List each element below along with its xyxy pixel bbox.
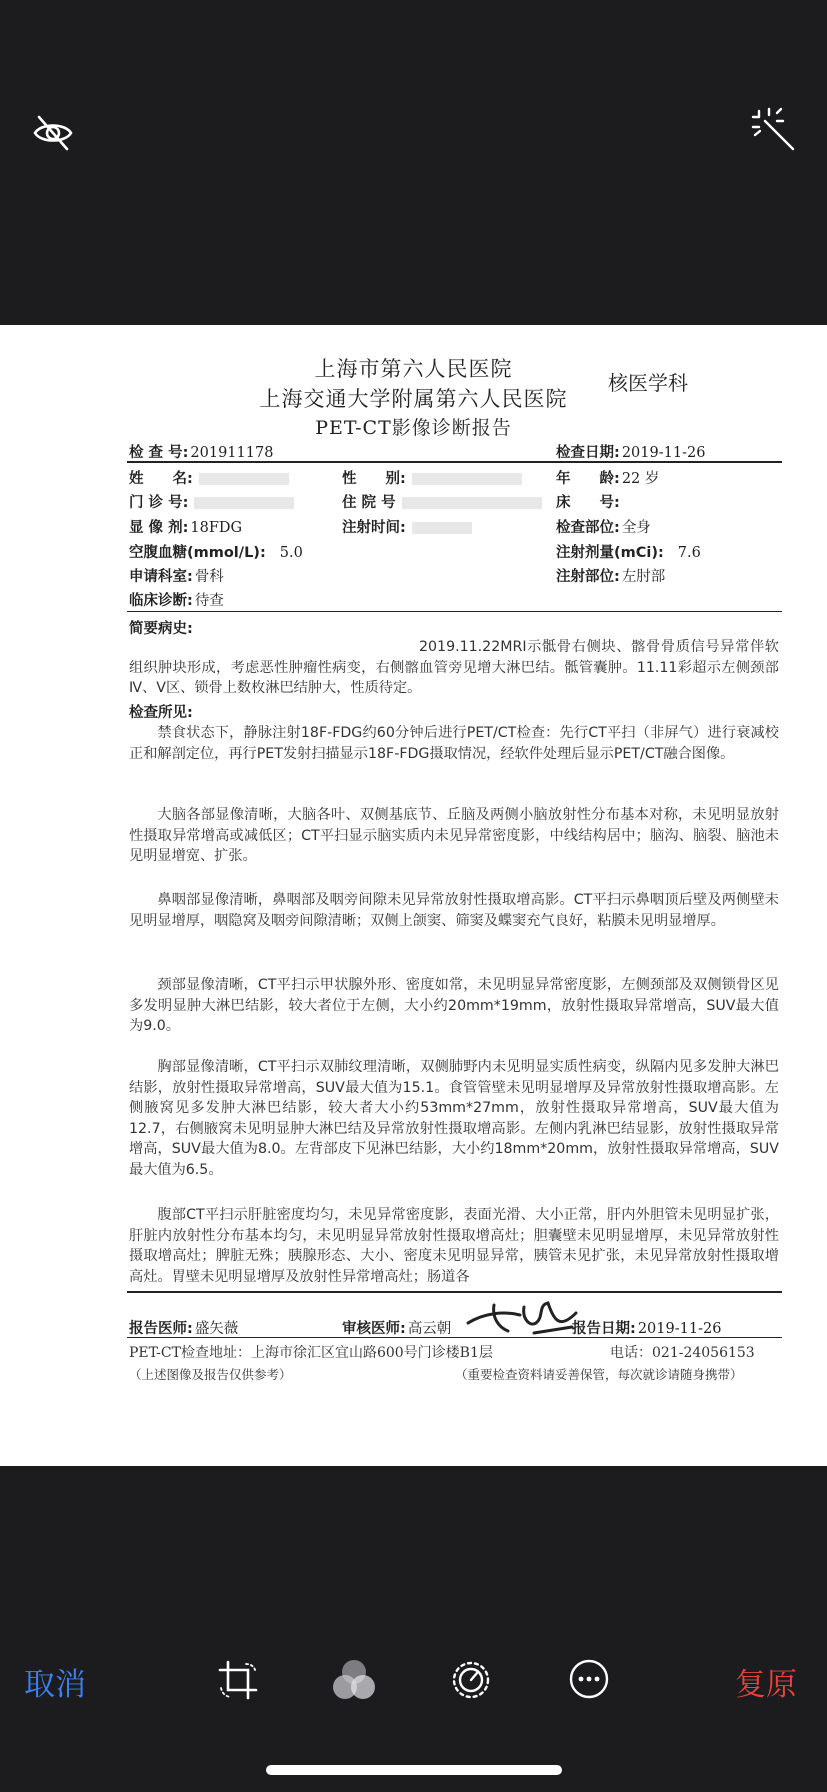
inpatient-field: 住 院 号 [342,491,542,512]
report-title: PET-CT影像诊断报告 [315,417,512,439]
dose-field: 注射剂量(mCi): 7.6 [556,545,701,561]
adjust-dial-icon[interactable] [449,1658,493,1702]
dept-field: 申请科室: 骨科 [129,569,224,585]
diagnosis-field: 临床诊断: 待查 [129,593,224,609]
reporter-field: 报告医师: 盛矢薇 [129,1321,239,1337]
cancel-button[interactable]: 取消 [24,1667,86,1703]
bottom-toolbar [0,1466,827,1792]
findings-paragraph: 颈部显像清晰，CT平扫示甲状腺外形、密度如常，未见明显异常密度影，左侧颈部及双侧锁骨区见多发明显肿大淋巴结影，较大者位于左侧，大小约20mm*19mm，放射性摄取异常增高，SUV最大值为9.0。 [129,977,779,1034]
sex-field: 性 别: [342,467,522,488]
findings-paragraph: 大脑各部显像清晰，大脑各叶、双侧基底节、丘脑及两侧小脑放射性分布基本对称，未见明显放射性摄取异常增高或减低区；CT平扫显示脑实质内未见异常密度影，中线结构居中；脑沟、脑裂、脑池未见明显增宽、扩张。 [129,807,779,864]
info-divider [127,611,782,612]
glucose-field: 空腹血糖(mmol/L): 5.0 [129,545,303,561]
exam-no-field: 检 查 号: 201911178 [129,445,274,461]
exam-date-field: 检查日期: 2019-11-26 [556,445,706,461]
name-field: 姓 名: [129,467,289,488]
report-document [0,325,827,1466]
filters-icon[interactable] [330,1656,378,1704]
inject-time-field: 注射时间: [342,516,472,537]
keep-records-note: （重要检查资料请妥善保管，每次就诊请随身携带） [455,1367,743,1382]
bed-field: 床 号: [556,495,620,511]
eye-slash-icon[interactable] [28,108,78,158]
history-text: 2019.11.22MRI示骶骨右侧块、髂骨骨质信号异常伴软组织肿块形成，考虑恶性肿瘤性病变，右侧髂血管旁见增大淋巴结。骶管囊肿。11.11彩超示左侧颈部Ⅳ、Ⅴ区、锁骨上数枚淋巴结肿大，性质待定。 [129,639,779,696]
report-date-field: 报告日期: 2019-11-26 [572,1321,722,1337]
exam-site-field: 检查部位: 全身 [556,520,651,536]
reference-note: （上述图像及报告仅供参考） [129,1367,292,1382]
findings-paragraph: 禁食状态下，静脉注射18F-FDG约60分钟后进行PET/CT检查：先行CT平扫（非屏气）进行衰减校正和解剖定位，再行PET发射扫描显示18F-FDG摄取情况，经软件处理后显示PET/CT融合图像。 [129,725,779,762]
history-title: 简要病史: [129,621,193,637]
signature-mark [464,1293,584,1341]
header-divider [127,461,782,463]
age-field: 年 龄: 22 岁 [556,471,660,487]
findings-paragraph: 鼻咽部显像清晰，鼻咽部及咽旁间隙未见异常放射性摄取增高影。CT平扫示鼻咽顶后壁及两侧壁未见明显增厚，咽隐窝及咽旁间隙清晰；双侧上颌窦、筛窦及蝶窦充气良好，粘膜未见明显增厚。 [129,892,779,929]
hospital-name: 上海市第六人民医院 [314,357,513,381]
findings-paragraph: 腹部CT平扫示肝脏密度均匀，未见异常密度影，表面光滑、大小正常，肝内外胆管未见明显扩张，肝脏内放射性分布基本均匀，未见明显异常放射性摄取增高灶；胆囊壁未见明显增厚，未见异常放射性摄取增高灶；脾脏无殊；胰腺形态、大小、密度未见明显异常，胰管未见扩张，未见异常放射性摄取增高灶。胃壁未见明显增厚及放射性异常增高灶；肠道各 [129,1207,779,1285]
top-toolbar [0,0,827,325]
footer-divider [127,1337,782,1338]
tracer-field: 显 像 剂: 18FDG [129,520,243,536]
magic-wand-icon[interactable] [748,104,800,156]
crop-rotate-icon[interactable] [218,1660,258,1700]
findings-title: 检查所见: [129,705,193,721]
department: 核医学科 [608,371,688,395]
home-indicator[interactable] [266,1765,562,1775]
reviewer-field: 审核医师: 高云朝 [342,1321,452,1337]
revert-button[interactable]: 复原 [735,1667,797,1703]
contact-phone: 电话：021-24056153 [610,1345,755,1361]
findings-divider [127,1291,782,1293]
inject-site-field: 注射部位: 左肘部 [556,569,666,585]
hospital-affiliation: 上海交通大学附属第六人民医院 [259,387,568,411]
exam-address: PET-CT检查地址：上海市徐汇区宜山路600号门诊楼B1层 [129,1345,493,1361]
findings-paragraph: 胸部显像清晰，CT平扫示双肺纹理清晰，双侧肺野内未见明显实质性病变，纵隔内见多发肿大淋巴结影，放射性摄取异常增高，SUV最大值为15.1。食管管壁未见明显增厚及异常放射性摄取增高影。左侧腋窝见多发肿大淋巴结影，较大者大小约53mm*27mm，放射性摄取异常增高，SUV最大值为12.7，右侧腋窝未见明显肿大淋巴结及异常放射性摄取增高影。左侧内乳淋巴结显影，放射性摄取异常增高，SUV最大值为8.0。左背部皮下见淋巴结影，大小约18mm*20mm，放射性摄取异常增高，SUV最大值为6.5。 [129,1059,779,1178]
outpatient-field: 门 诊 号: [129,491,294,512]
more-icon[interactable] [568,1658,610,1700]
